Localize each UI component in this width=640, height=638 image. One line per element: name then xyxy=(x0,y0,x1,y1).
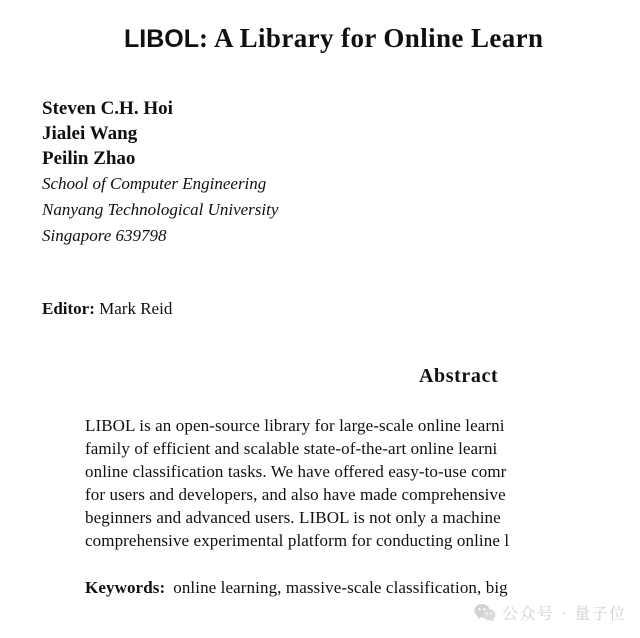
keywords-value: online learning, massive-scale classification, big xyxy=(173,578,508,597)
page-title-rest: : A Library for Online Learn xyxy=(199,23,544,53)
abstract-line: for users and developers, and also have made comprehensive xyxy=(85,485,506,504)
watermark-text: 公众号 · 量子位 xyxy=(502,604,627,623)
abstract-body xyxy=(85,414,640,552)
editor-line xyxy=(42,299,172,319)
affiliation-line: School of Computer Engineering xyxy=(42,174,267,193)
abstract-line: online classification tasks. We have offered easy-to-use comr xyxy=(85,462,507,481)
affiliation-line: Singapore 639798 xyxy=(42,226,167,245)
author-name: Steven C.H. Hoi xyxy=(42,98,173,119)
page-title-acronym: LIBOL xyxy=(124,25,199,53)
affiliation-line: Nanyang Technological University xyxy=(42,200,279,219)
abstract-line: beginners and advanced users. LIBOL is not only a machine xyxy=(85,508,501,527)
abstract-line: comprehensive experimental platform for conducting online l xyxy=(85,531,510,550)
abstract-line: family of efficient and scalable state-of-the-art online learni xyxy=(85,439,498,458)
author-name: Jialei Wang xyxy=(42,123,138,144)
abstract-heading: Abstract xyxy=(419,365,499,387)
wechat-icon xyxy=(474,603,496,622)
author-block xyxy=(42,96,278,249)
abstract-line: LIBOL is an open-source library for large-scale online learni xyxy=(85,416,505,435)
keywords-label: Keywords: xyxy=(85,578,166,597)
watermark xyxy=(474,601,627,624)
page-title xyxy=(124,24,543,54)
keywords-line xyxy=(85,578,508,598)
author-name: Peilin Zhao xyxy=(42,148,136,169)
editor-name: Mark Reid xyxy=(99,299,173,318)
editor-label: Editor: xyxy=(42,299,95,318)
